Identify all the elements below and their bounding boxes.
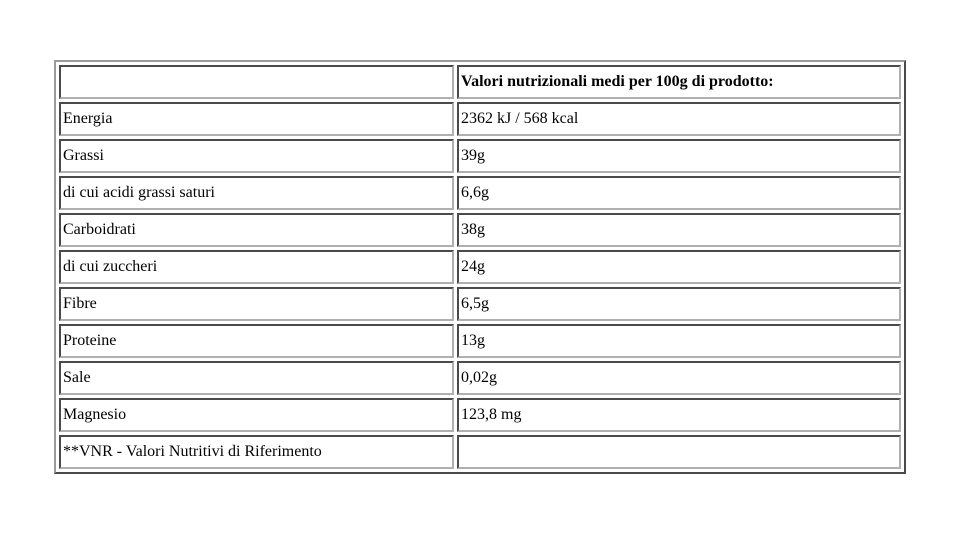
nutrient-label: di cui zuccheri <box>59 250 454 284</box>
header-value-cell: Valori nutrizionali medi per 100g di prodotto: <box>457 65 901 99</box>
nutrient-label: Energia <box>59 102 454 136</box>
footnote-value <box>457 435 901 469</box>
table-header-row <box>59 65 901 99</box>
nutrient-value: 39g <box>457 139 901 173</box>
nutrient-label: Grassi <box>59 139 454 173</box>
nutrient-label: Magnesio <box>59 398 454 432</box>
table-row <box>59 361 901 395</box>
nutrient-label: Proteine <box>59 324 454 358</box>
nutrient-value: 38g <box>457 213 901 247</box>
table-row <box>59 398 901 432</box>
nutrient-label: di cui acidi grassi saturi <box>59 176 454 210</box>
table-row <box>59 324 901 358</box>
nutrient-value: 6,6g <box>457 176 901 210</box>
table-row <box>59 176 901 210</box>
header-label-cell <box>59 65 454 99</box>
nutrient-label: Carboidrati <box>59 213 454 247</box>
table-footnote-row <box>59 435 901 469</box>
nutrition-table <box>54 60 906 474</box>
table-row <box>59 139 901 173</box>
nutrient-value: 6,5g <box>457 287 901 321</box>
nutrient-label: Sale <box>59 361 454 395</box>
table-row <box>59 213 901 247</box>
nutrient-value: 13g <box>457 324 901 358</box>
nutrient-value: 24g <box>457 250 901 284</box>
table-row <box>59 250 901 284</box>
nutrient-label: Fibre <box>59 287 454 321</box>
footnote-label: **VNR - Valori Nutritivi di Riferimento <box>59 435 454 469</box>
table-row <box>59 287 901 321</box>
nutrient-value: 2362 kJ / 568 kcal <box>457 102 901 136</box>
nutrient-value: 123,8 mg <box>457 398 901 432</box>
table-row <box>59 102 901 136</box>
nutrient-value: 0,02g <box>457 361 901 395</box>
